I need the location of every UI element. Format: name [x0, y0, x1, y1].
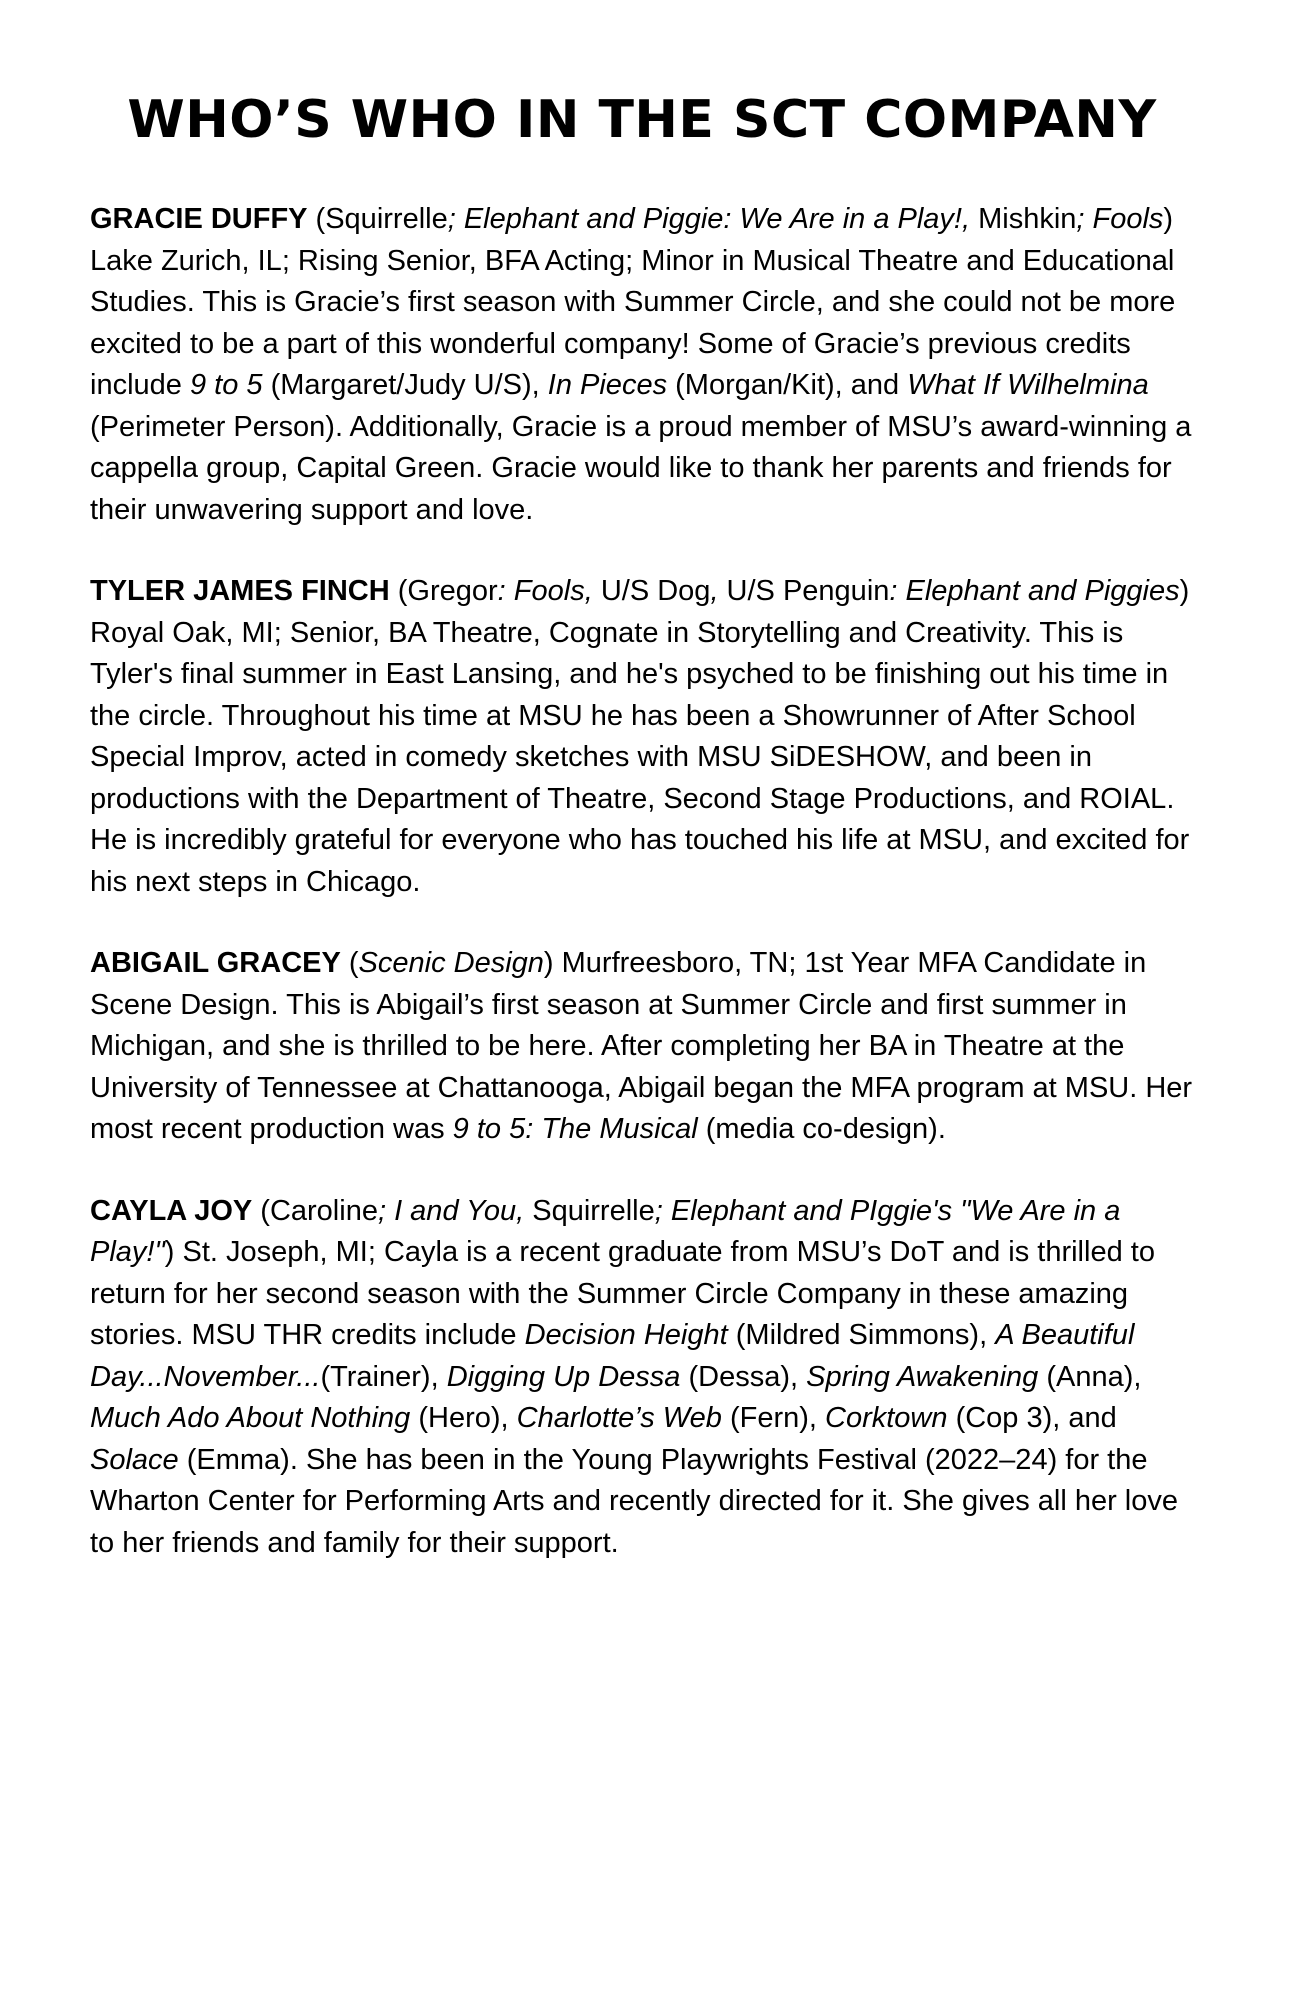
- bio-italic-text: ; Elephant and PIggie's "We Are in a Play!": [90, 1194, 1121, 1269]
- bio-italic-text: Charlotte’s Web: [516, 1402, 722, 1435]
- bio-italic-text: ; I and You,: [377, 1194, 525, 1227]
- bio-text: (Perimeter Person). Additionally, Gracie is a proud member of MSU’s award-winning a cappella group, Capital Green. Gracie would like to thank her parents and friends for their unwavering support and love.: [90, 410, 1192, 526]
- bio-text: ) Murfreesboro, TN; 1st Year MFA Candidate in Scene Design. This is Abigail’s first season at Summer Circle and first summer in Michigan, and she is thrilled to be here. After completing her BA in Theatre at the University of Tennessee at Chattanooga, Abigail began the MFA program at MSU. Her most recent production was: [90, 947, 1193, 1146]
- bio-italic-text: A Beautiful Day...November...: [90, 1319, 1135, 1393]
- bio-italic-text: Decision Height: [524, 1319, 728, 1352]
- bio-text: (Dessa),: [680, 1360, 807, 1393]
- bio-text: (Caroline: [252, 1194, 378, 1227]
- bio-name: TYLER JAMES FINCH: [90, 575, 390, 608]
- bio-name: GRACIE DUFFY: [90, 203, 308, 236]
- bio-text: (Hero),: [410, 1402, 517, 1435]
- bio-text: (Emma). She has been in the Young Playwrights Festival (2022–24) for the Wharton Center for Performing Arts and recently directed for it. She gives all her love to her friends and family for their support.: [90, 1443, 1178, 1559]
- bio-text: (Morgan/Kit), and: [667, 369, 908, 402]
- bio-text: ) Royal Oak, MI; Senior, BA Theatre, Cognate in Storytelling and Creativity. This is Tyler's final summer in East Lansing, and he's psyched to be finishing out his time in the circle. Throughout his time at MSU he has been a Showrunner of After School Special Improv, acted in comedy sketches with MSU SiDESHOW, and been in productions with the Department of Theatre, Second Stage Productions, and ROIAL. He is incredibly grateful for everyone who has touched his life at MSU, and excited for his next steps in Chicago.: [90, 575, 1190, 898]
- bio-text: ) Lake Zurich, IL; Rising Senior, BFA Acting; Minor in Musical Theatre and Educational Studies. This is Gracie’s first season with Summer Circle, and she could not be more excited to be a part of this wonderful company! Some of Gracie’s previous credits include: [90, 203, 1176, 402]
- bio-name: CAYLA JOY: [90, 1194, 253, 1227]
- bio-name: ABIGAIL GRACEY: [90, 947, 341, 980]
- bio-text: Squirrelle: [524, 1194, 655, 1227]
- bio-italic-text: : Fools,: [497, 575, 593, 608]
- bio-text: ) St. Joseph, MI; Cayla is a recent graduate from MSU’s DoT and is thrilled to return for her second season with the Summer Circle Company in these amazing stories. MSU THR credits include: [90, 1236, 1155, 1352]
- bio-text: (Cop 3), and: [947, 1402, 1117, 1435]
- bio-italic-text: Digging Up Dessa: [446, 1360, 681, 1393]
- bio-text: (Anna),: [1038, 1360, 1142, 1393]
- bio-entry: [90, 1191, 1194, 1565]
- bio-italic-text: Scenic Design: [358, 947, 544, 980]
- bio-text: U/S Penguin: [718, 575, 890, 608]
- bio-italic-text: Spring Awakening: [806, 1360, 1039, 1393]
- bio-italic-text: 9 to 5: The Musical: [452, 1113, 698, 1146]
- bio-text: (Fern),: [721, 1402, 826, 1435]
- bio-italic-text: : Elephant and Piggies: [889, 575, 1180, 608]
- page-title: WHO’S WHO IN THE SCT COMPANY: [127, 90, 1157, 150]
- bio-italic-text: 9 to 5: [189, 369, 263, 402]
- bio-italic-text: Much Ado About Nothing: [90, 1402, 411, 1435]
- bio-text: (media co-design).: [697, 1113, 946, 1146]
- bio-text: (Margaret/Judy U/S),: [262, 369, 548, 402]
- bio-italic-text: ; Fools: [1076, 203, 1164, 236]
- bio-text: (Gregor: [389, 575, 498, 608]
- bio-italic-text: ; Elephant and Piggie: We Are in a Play!,: [447, 203, 971, 236]
- bio-text: (Squirrelle: [307, 203, 448, 236]
- bio-text: U/S Dog: [592, 575, 711, 608]
- bio-entry: [90, 199, 1194, 531]
- bio-italic-text: Corktown: [825, 1402, 948, 1435]
- bio-italic-text: In Pieces: [547, 369, 668, 402]
- bio-text: (Mildred Simmons),: [727, 1319, 996, 1352]
- bio-list: [90, 199, 1194, 1564]
- program-page: [90, 92, 1194, 1604]
- bio-italic-text: ,: [710, 575, 719, 608]
- bio-text: (: [340, 947, 359, 980]
- bio-text: (Trainer),: [320, 1360, 447, 1393]
- bio-entry: [90, 571, 1194, 903]
- bio-entry: [90, 943, 1194, 1151]
- bio-italic-text: Solace: [90, 1443, 179, 1476]
- bio-italic-text: What If Wilhelmina: [907, 369, 1149, 402]
- bio-text: Mishkin: [970, 203, 1077, 236]
